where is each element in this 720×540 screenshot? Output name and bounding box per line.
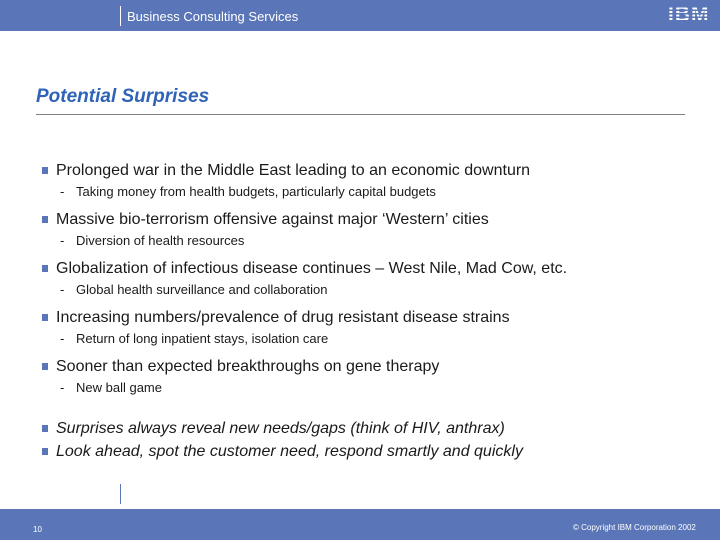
bullet-text: Prolonged war in the Middle East leading to an economic downturn <box>56 162 531 179</box>
sub-bullet-item <box>42 233 702 249</box>
takeaway-list <box>42 419 702 465</box>
bullet-item <box>42 210 702 230</box>
bullet-item <box>42 161 702 181</box>
slide-title: Potential Surprises <box>36 86 210 107</box>
bullet-square-icon <box>42 314 48 321</box>
sub-bullet-text: Global health surveillance and collaboration <box>76 282 328 297</box>
sub-bullet-text: New ball game <box>76 380 162 395</box>
bullet-square-icon <box>42 363 48 370</box>
bullet-item <box>42 357 702 377</box>
dash-marker: - <box>60 184 65 199</box>
bullet-item <box>42 259 702 279</box>
header-title: Business Consulting Services <box>127 9 299 24</box>
takeaway-item <box>42 419 702 439</box>
sub-bullet-text: Return of long inpatient stays, isolation care <box>76 331 329 346</box>
bullet-square-icon <box>42 216 48 223</box>
sub-bullet-item <box>42 282 702 298</box>
bullet-list <box>42 161 702 406</box>
sub-bullet-text: Diversion of health resources <box>76 233 245 248</box>
bullet-text: Massive bio-terrorism offensive against major ‘Western’ cities <box>56 211 489 228</box>
dash-marker: - <box>60 331 65 346</box>
ibm-logo: IBM <box>668 3 710 26</box>
bullet-square-icon <box>42 448 48 455</box>
page-number: 10 <box>33 525 42 534</box>
footer-bar <box>0 509 720 540</box>
bullet-item <box>42 308 702 328</box>
header-bar <box>0 0 720 31</box>
copyright-notice: © Copyright IBM Corporation 2002 <box>573 523 696 532</box>
bullet-text: Sooner than expected breakthroughs on gene therapy <box>56 358 440 375</box>
sub-bullet-item <box>42 380 702 396</box>
dash-marker: - <box>60 380 65 395</box>
takeaway-item <box>42 442 702 462</box>
footer-divider <box>120 484 121 504</box>
bullet-square-icon <box>42 425 48 432</box>
takeaway-text: Surprises always reveal new needs/gaps (think of HIV, anthrax) <box>56 420 505 437</box>
sub-bullet-text: Taking money from health budgets, particularly capital budgets <box>76 184 436 199</box>
header-divider <box>120 6 121 26</box>
bullet-square-icon <box>42 167 48 174</box>
bullet-text: Increasing numbers/prevalence of drug resistant disease strains <box>56 309 510 326</box>
dash-marker: - <box>60 282 65 297</box>
bullet-text: Globalization of infectious disease continues – West Nile, Mad Cow, etc. <box>56 260 568 277</box>
takeaway-text: Look ahead, spot the customer need, respond smartly and quickly <box>56 443 523 460</box>
sub-bullet-item <box>42 331 702 347</box>
bullet-square-icon <box>42 265 48 272</box>
title-divider <box>36 114 685 115</box>
dash-marker: - <box>60 233 65 248</box>
sub-bullet-item <box>42 184 702 200</box>
